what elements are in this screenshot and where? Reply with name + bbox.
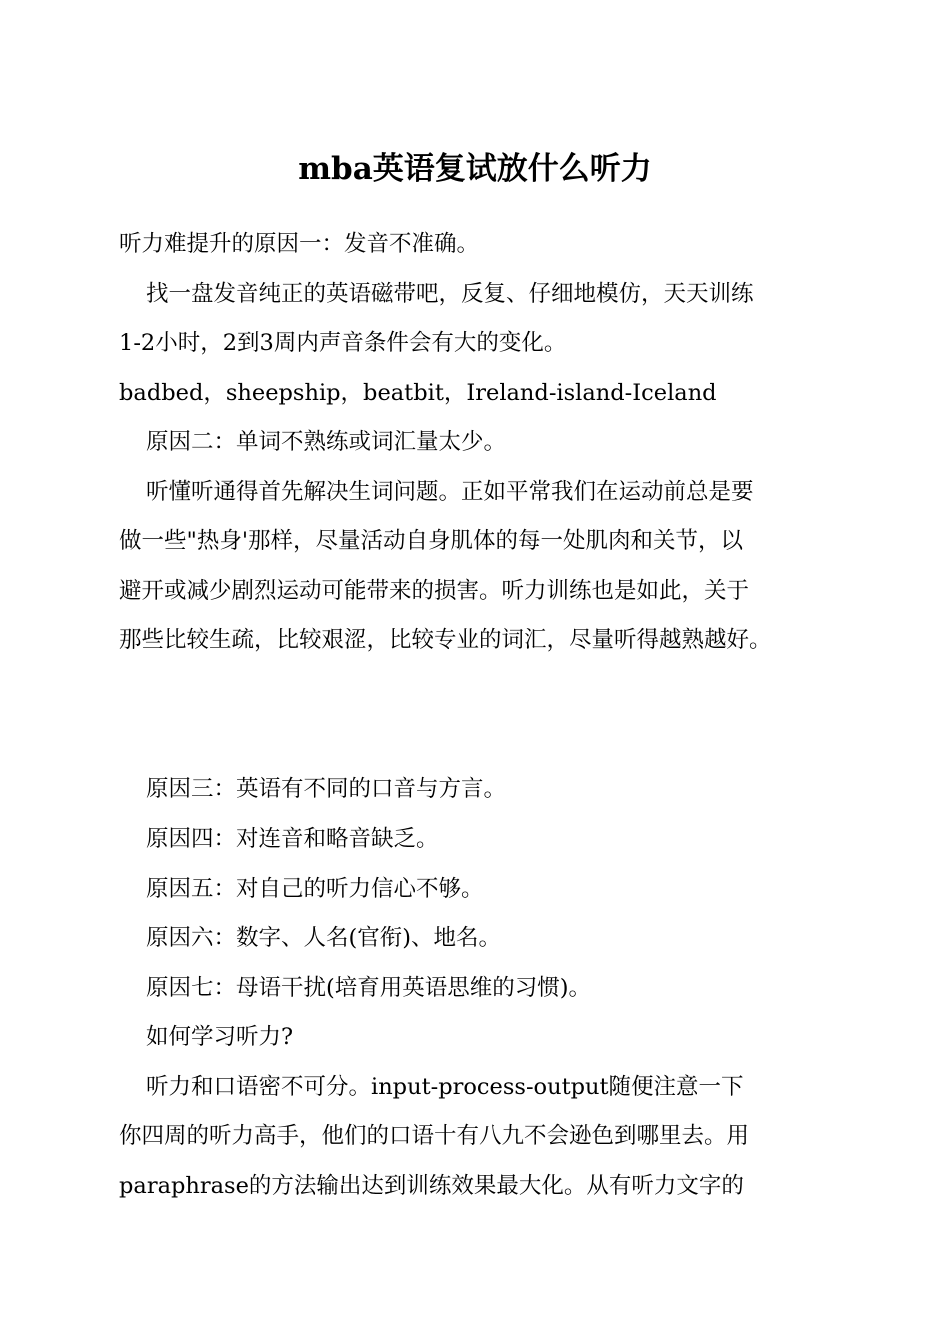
text-line-reason-2-detail-cont-1: 做一些"热身'那样，尽量活动自身肌体的每一处肌肉和关节，以 bbox=[119, 528, 744, 554]
text-line-reason-2-detail-cont-2: 避开或减少剧烈运动可能带来的损害。听力训练也是如此，关于 bbox=[119, 578, 750, 604]
text-line-reason-7: 原因七：母语干扰(培育用英语思维的习惯)。 bbox=[146, 975, 592, 1001]
text-line-reason-1-advice-cont: 1-2小时，2到3周内声音条件会有大的变化。 bbox=[119, 330, 567, 356]
text-line-how-to-learn: 如何学习听力? bbox=[146, 1024, 294, 1050]
text-line-reason-5: 原因五：对自己的听力信心不够。 bbox=[146, 876, 484, 902]
text-line-reason-2-detail-cont-3: 那些比较生疏，比较艰涩，比较专业的词汇，尽量听得越熟越好。 bbox=[119, 627, 772, 653]
text-line-reason-1-advice: 找一盘发音纯正的英语磁带吧，反复、仔细地模仿，天天训练 bbox=[146, 281, 754, 307]
text-line-minimal-pairs: badbed，sheepship，beatbit，Ireland-island-Iceland bbox=[119, 380, 717, 406]
text-line-reason-6: 原因六：数字、人名(官衔)、地名。 bbox=[146, 925, 502, 951]
text-line-listening-speaking-cont-2: paraphrase的方法输出达到训练效果最大化。从有听力文字的 bbox=[119, 1173, 744, 1199]
text-line-listening-speaking-cont-1: 你四周的听力高手，他们的口语十有八九不会逊色到哪里去。用 bbox=[119, 1123, 750, 1149]
text-line-listening-speaking: 听力和口语密不可分。input-process-output随便注意一下 bbox=[146, 1074, 744, 1100]
text-line-reason-2-detail: 听懂听通得首先解决生词问题。正如平常我们在运动前总是要 bbox=[146, 479, 754, 505]
text-line-reason-3: 原因三：英语有不同的口音与方言。 bbox=[146, 776, 507, 802]
text-line-reason-1: 听力难提升的原因一：发音不准确。 bbox=[119, 231, 480, 257]
page-title: mba英语复试放什么听力 bbox=[298, 151, 652, 187]
text-line-reason-4: 原因四：对连音和略音缺乏。 bbox=[146, 826, 439, 852]
text-line-reason-2: 原因二：单词不熟练或词汇量太少。 bbox=[146, 429, 507, 455]
